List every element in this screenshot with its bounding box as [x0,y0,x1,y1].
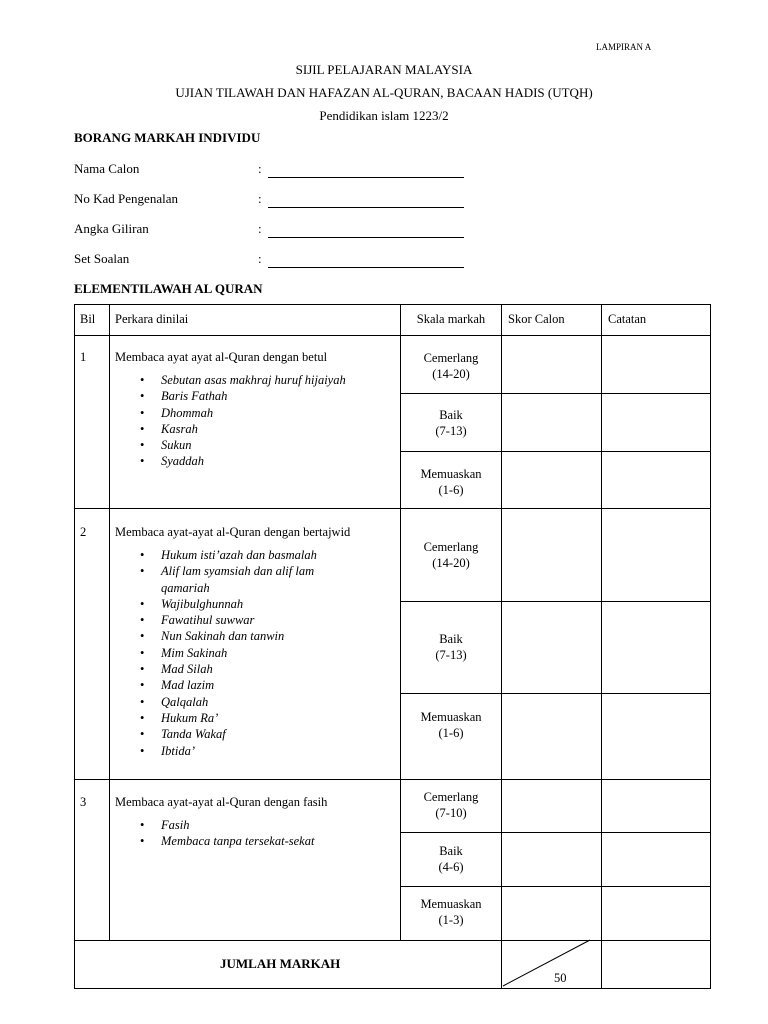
list-item: • Hukum Ra’ [115,710,365,726]
scale-memuaskan [402,710,500,741]
scale-range: (1-6) [438,482,464,497]
scale-cemerlang [402,790,500,821]
row-number: 1 [80,350,87,364]
list-item: • Fasih [115,817,397,833]
list-item: • Baris Fathah [115,388,397,404]
header-line-2: UJIAN TILAWAH DAN HAFAZAN AL-QURAN, BACAAN HADIS (UTQH) [175,85,593,100]
scale-baik [402,632,500,663]
scale-label: Baik [439,408,463,422]
row-number: 2 [80,525,87,539]
col-header-skala: Skala markah [416,312,486,326]
criteria-title: Membaca ayat ayat al-Quran dengan betul [115,350,328,364]
criteria-list [115,372,397,470]
header-line-3: Pendidikan islam 1223/2 [319,108,449,123]
scale-range: (7-10) [435,805,467,820]
list-item: • Mim Sakinah [115,645,365,661]
scale-label: Memuaskan [420,897,482,911]
list-item: • Hukum isti’azah dan basmalah [115,547,365,563]
criteria-title: Membaca ayat-ayat al-Quran dengan bertajwid [115,525,351,539]
scale-label: Memuaskan [420,710,482,724]
scale-baik [402,844,500,875]
scale-baik [402,408,500,439]
col-header-catatan: Catatan [608,312,647,326]
col-header-skor: Skor Calon [508,312,565,326]
header-line-1: SIJIL PELAJARAN MALAYSIA [295,62,473,77]
scale-memuaskan [402,467,500,498]
row-number: 3 [80,795,87,809]
list-item: • Dhommah [115,405,397,421]
col-header-bil: Bil [80,312,96,326]
criteria-block [115,795,397,850]
field-label-nama-calon: Nama Calon [74,161,140,176]
field-label-no-kad: No Kad Pengenalan [74,191,178,206]
list-item: • Sebutan asas makhraj huruf hijaiyah [115,372,397,388]
appendix-label: LAMPIRAN A [596,42,652,52]
list-item: • Membaca tanpa tersekat-sekat [115,833,397,849]
scale-label: Baik [439,844,463,858]
scale-memuaskan [402,897,500,928]
scale-range: (7-13) [435,423,467,438]
list-item: • Mad Silah [115,661,365,677]
scale-range: (7-13) [435,647,467,662]
scale-cemerlang [402,351,500,382]
list-item: • Wajibulghunnah [115,596,365,612]
list-item: • Sukun [115,437,397,453]
criteria-list [115,817,397,850]
list-item: • Fawatihul suwwar [115,612,365,628]
criteria-list [115,547,365,759]
list-item: • Qalqalah [115,694,365,710]
field-colon: : [258,191,262,206]
total-label: JUMLAH MARKAH [220,956,341,971]
col-header-perkara: Perkara dinilai [115,312,189,326]
list-item: • Ibtida’ [115,743,365,759]
list-item: • Tanda Wakaf [115,726,365,742]
criteria-block [115,350,397,470]
scale-label: Memuaskan [420,467,482,481]
list-item: • Syaddah [115,453,397,469]
scale-range: (1-3) [438,912,464,927]
total-diagonal-line [503,940,590,986]
list-item: • Kasrah [115,421,397,437]
scale-label: Cemerlang [423,540,479,554]
list-item: • Mad lazim [115,677,365,693]
criteria-title: Membaca ayat-ayat al-Quran dengan fasih [115,795,328,809]
scale-label: Baik [439,632,463,646]
total-max-score: 50 [554,971,567,985]
element-title: ELEMENTILAWAH AL QURAN [74,281,263,296]
list-item: • Nun Sakinah dan tanwin [115,628,365,644]
scale-label: Cemerlang [423,790,479,804]
field-colon: : [258,161,262,176]
scale-range: (14-20) [432,366,470,381]
scale-label: Cemerlang [423,351,479,365]
scale-range: (14-20) [432,555,470,570]
field-label-set-soalan: Set Soalan [74,251,130,266]
field-label-angka-giliran: Angka Giliran [74,221,149,236]
form-title: BORANG MARKAH INDIVIDU [74,130,261,145]
list-item: • Alif lam syamsiah dan alif lam qamariah [115,563,365,596]
field-colon: : [258,221,262,236]
criteria-block [115,525,397,759]
scale-cemerlang [402,540,500,571]
scale-range: (4-6) [438,859,464,874]
field-colon: : [258,251,262,266]
scale-range: (1-6) [438,725,464,740]
